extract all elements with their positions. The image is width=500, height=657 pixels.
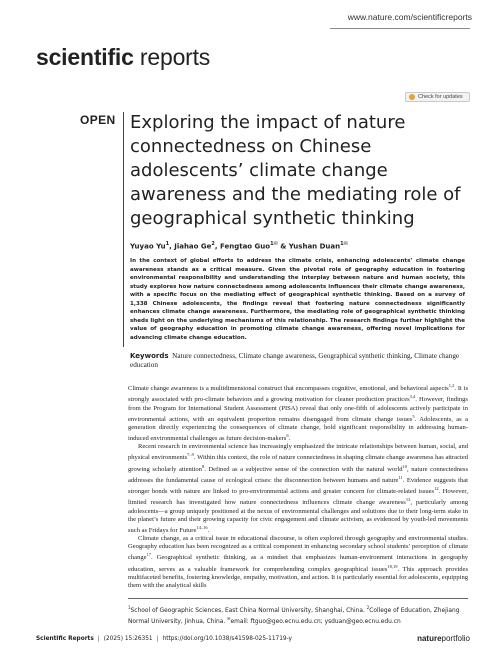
check-for-updates-button[interactable] [405,92,470,102]
logo-light-text: reports [139,44,211,70]
keywords-list: Nature connectedness, Climate change awareness, Geographical synthetic thinking, Climate change education [130,352,460,369]
citation-ref[interactable]: 1,2 [448,383,455,388]
abstract: In the context of global efforts to address the climate crisis, enhancing adolescents’ climate change awareness stands as a critical measure. Given the pivotal role of geography education in fostering environmental responsibility and understanding the interplay between nature and human society, this study explores how nature connectedness among adolescents influences their climate change awareness, with a specific focus on the mediating effect of geographical synthetic thinking. Based on a survey of 1,338 Chinese adolescents, the findings reveal that fostering nature connectedness significantly enhances climate change awareness. Furthermore, the mediating role of geographical synthetic thinking sheds light on the underlying mechanisms of this relationship. The research findings further highlight the value of geography education in promoting climate change awareness, offering novel implications for advancing climate change education. [130,258,465,341]
affiliation-marker: 2 [366,605,370,610]
text-run: . Adolescents, as a generation directly experiencing the consequences of climate change, hold significant responsibility in addressing human-induced environmental challenges as future decision-makers [128,415,468,443]
text-run: , nature connectedness addresses the fundamental cause of ecological crises: the disconnection between humans and nature [128,465,468,485]
author-name[interactable]: Fengtao Guo [220,242,271,251]
citation-ref[interactable]: 12 [434,486,439,492]
doi-link[interactable]: https://doi.org/10.1038/s41598-025-11719-y [162,635,292,642]
footer-separator: | [97,635,100,642]
body-paragraph [128,443,468,535]
author-separator: & [277,242,289,251]
text-run: . However, limited research has investigated how nature connectedness influences climate change awareness [128,488,468,507]
text-run: Recent research in environmental science has increasingly emphasized the intricate relationships between human, social, and physical environments [128,443,468,462]
email-icon: ✉ [227,615,231,621]
citation-ref[interactable]: 11 [398,474,403,480]
author-list [130,241,465,250]
footer-journal: Scientific Reports [36,635,94,642]
footer-citation: (2025) 15:26351 [103,635,153,642]
journal-url[interactable]: www.nature.com/scientificreports [347,12,472,22]
text-run: . It is strongly associated with pro-climate behaviors and a growing motivation for cleaner production practices [128,385,469,404]
publisher-logo[interactable] [417,634,470,643]
author-separator: , [214,242,220,251]
footer-separator: | [156,635,159,642]
text-run: , particularly among adolescents—a group uniquely positioned at the nexus of environmental challenges and solutions due to their long-term stake in the planet’s future and their growing capacity for civic engagement and climate activism, as evidenced by youth-led movements such as Fridays for Future [128,499,469,535]
author-affiliation: 1✉ [340,241,348,247]
text-run: . Geographical synthetic thinking, as a mindset that emphasizes human-environment interactions in geography education, serves as a valuable framework for comprehending complex geographical issues [128,554,468,573]
citation-ref[interactable]: 6 [286,432,289,438]
citation-ref[interactable]: 13 [405,497,411,503]
article-body [128,382,468,590]
header-rule [330,28,470,29]
email-text[interactable]: email: ftguo@geo.ecnu.edu.cn; ysduan@geo.ecnu.edu.cn [230,618,401,625]
affiliation-marker: 1 [128,605,131,610]
open-access-badge: OPEN [80,113,116,127]
title-divider [123,112,124,347]
text-run: . Defined as a subjective sense of the connection with the natural world [204,465,403,473]
author-name[interactable]: Yuyao Yu [130,242,166,251]
article-title: Exploring the impact of nature connectedness on Chinese adolescents’ climate change awareness and the mediating role of geographical synthetic thinking [130,112,461,229]
affiliation-text: School of Geographic Sciences, East China Normal University, Shanghai, China. [130,607,367,614]
citation-ref[interactable]: 17 [146,552,152,558]
text-run: . Within this context, the role of nature connectedness in shaping climate change awareness has attracted growing scholarly attention [128,454,468,473]
affiliation-text: College of Education, Zhejiang Normal University, Jinhua, China. [128,607,460,625]
author-affiliation: 2 [211,241,215,247]
affiliations [128,604,468,626]
footnote-rule [128,598,468,599]
text-run: . [207,527,210,535]
author-affiliation: 1✉ [270,241,278,247]
journal-logo[interactable] [36,44,210,71]
logo-bold-text: scientific [36,44,134,70]
publisher-light: portfolio [441,634,470,643]
text-run: Climate change, as a critical issue in educational discourse, is often explored through geography and environmental studies. Geography education has been recognized as a critical component in enhancing secondary school students’ perception of climate change [128,535,468,562]
text-run: . Evidence suggests that stronger bonds with nature are linked to pro-environmental actions and greater concern for climate-related issues [128,477,468,496]
citation-ref[interactable]: 3,4 [409,394,416,400]
citation-ref[interactable]: 18,19 [387,563,398,569]
author-separator: , [169,242,175,251]
citation-ref[interactable]: 10 [402,463,407,469]
text-run: . However, findings from the Program for International Student Assessment (PISA) reveal that only one-fifth of adolescents actively participate in environmental actions, with an equivalent proportion remains disengaged from climate change issues [128,396,468,423]
citation-ref[interactable]: 7–9 [187,452,194,458]
publisher-bold: nature [417,634,442,643]
body-paragraph [128,382,468,443]
body-paragraph [128,535,468,590]
author-name[interactable]: Jiahao Ge [174,242,212,251]
check-updates-label: Check for updates [418,94,463,100]
citation-ref[interactable]: 14–16 [196,524,208,530]
keywords [130,352,468,370]
author-name[interactable]: Yushan Duan [288,242,341,251]
text-run: Climate change awareness is a multidimensional construct that encompasses cognitive, emotional, and behavioral aspects [128,385,449,393]
citation-ref[interactable]: 8 [201,463,205,469]
page-footer [36,634,470,643]
author-affiliation: 1 [165,241,170,247]
text-run: . This approach provides multifaceted benefits, fostering knowledge, empathy, motivation, and action. It is particularly essential for adolescents, equipping them with the analytical skills [128,565,469,589]
crossmark-icon [409,94,415,100]
text-run: . [288,435,291,443]
keywords-label: Keywords [130,352,169,360]
citation-ref[interactable]: 5 [412,413,415,419]
